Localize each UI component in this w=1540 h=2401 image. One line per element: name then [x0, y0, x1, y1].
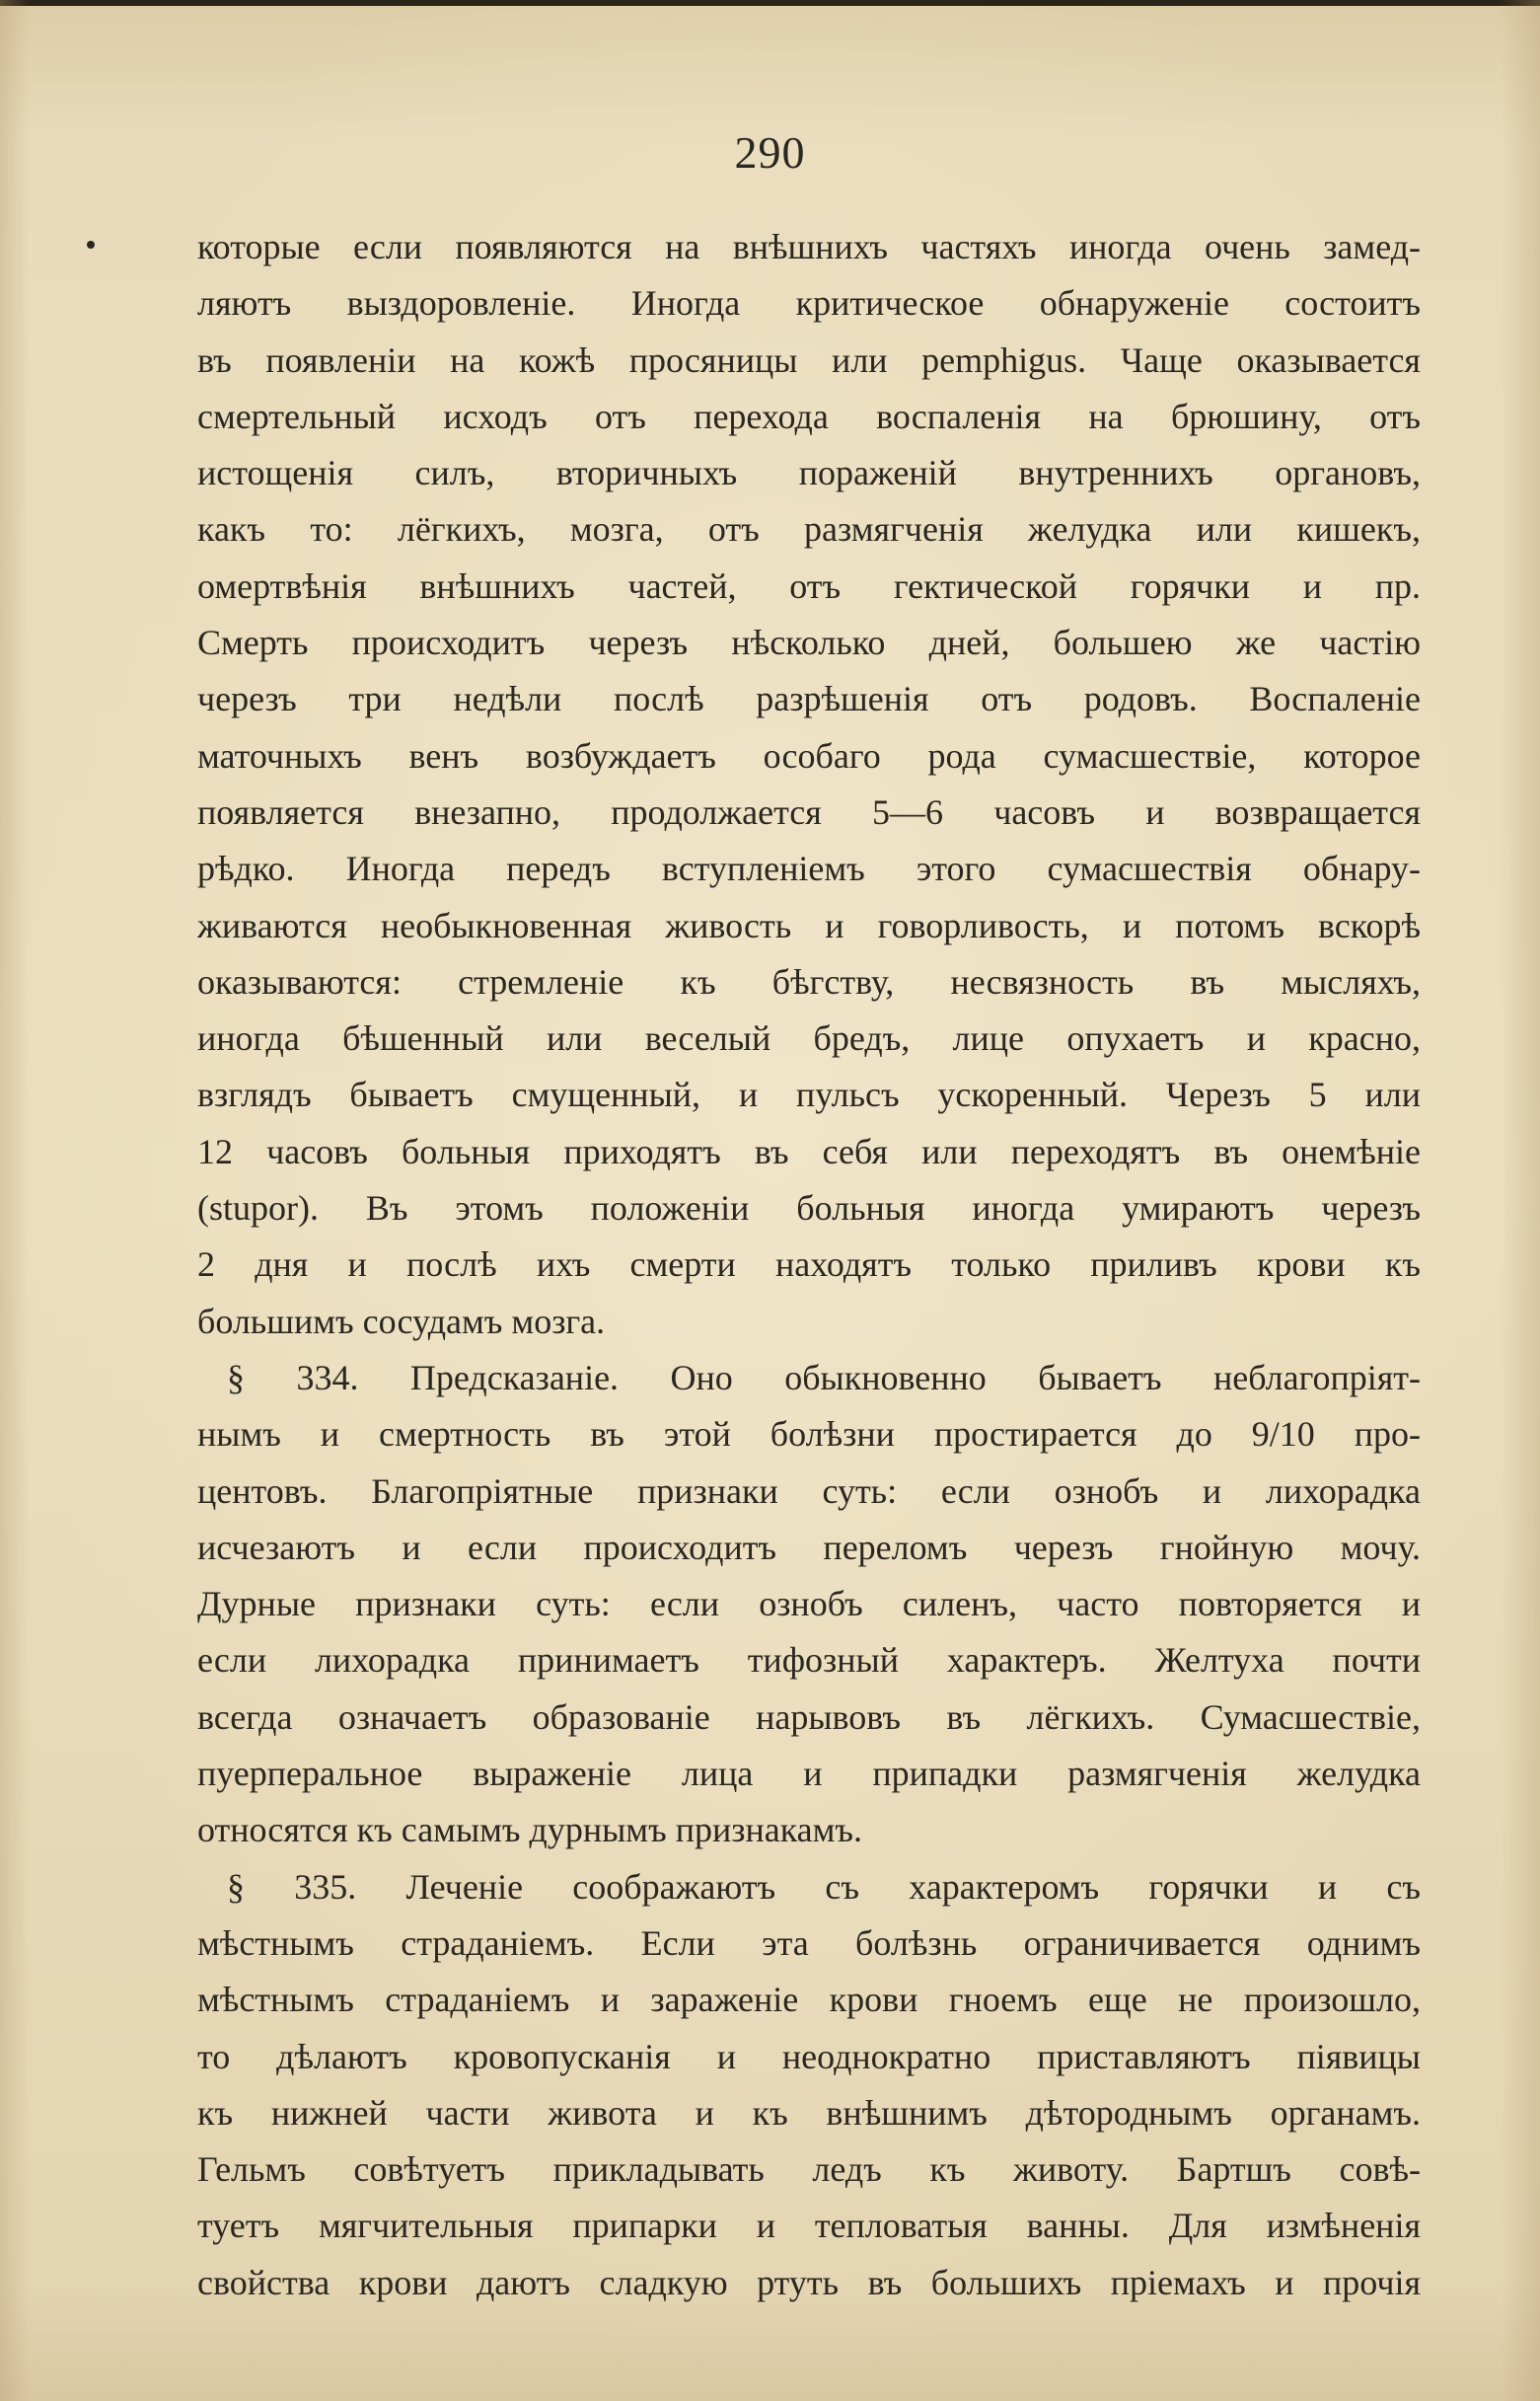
page-right-shadow — [1501, 0, 1540, 2401]
text-line: свойства крови даютъ сладкую ртуть въ большихъ пріемахъ и прочія — [197, 2262, 1421, 2302]
text-line: иногда бѣшенный или веселый бредъ, лице опухаетъ и красно, — [197, 1018, 1421, 1059]
text-line: черезъ три недѣли послѣ разрѣшенія отъ родовъ. Воспаленіе — [197, 679, 1421, 719]
text-line: истощенія силъ, вторичныхъ пораженій внутреннихъ органовъ, — [197, 453, 1421, 493]
text-line: оказываются: стремленіе къ бѣгству, несвязность въ мысляхъ, — [197, 961, 1421, 1002]
text-line: если лихорадка принимаетъ тифозный характеръ. Желтуха почти — [197, 1640, 1421, 1681]
text-line: которые если появляются на внѣшнихъ частяхъ иногда очень замед- — [197, 227, 1421, 266]
text-line: нымъ и смертность въ этой болѣзни простирается до 9/10 про- — [197, 1414, 1421, 1455]
page-number: 290 — [734, 127, 806, 178]
section-335-heading-line: § 335. Леченіе соображаютъ съ характеромъ горячки и съ — [227, 1866, 1421, 1907]
text-line: исчезаютъ и если происходитъ переломъ черезъ гнойную мочу. — [197, 1527, 1421, 1567]
text-line: живаются необыкновенная живость и говорливость, и потомъ вскорѣ — [197, 905, 1421, 945]
text-line: относятся къ самымъ дурнымъ признакамъ. — [197, 1810, 863, 1850]
text-line: Гельмъ совѣтуетъ прикладывать ледъ къ животу. Бартшъ совѣ- — [197, 2149, 1421, 2190]
text-line: Дурные признаки суть: если ознобъ силенъ, часто повторяется и — [197, 1584, 1421, 1624]
text-line: къ нижней части живота и къ внѣшнимъ дѣтороднымъ органамъ. — [197, 2092, 1421, 2133]
text-line: ляютъ выздоровленіе. Иногда критическое обнаруженіе состоитъ — [197, 283, 1421, 324]
text-line: 2 дня и послѣ ихъ смерти находятъ только приливъ крови къ — [197, 1244, 1421, 1285]
text-line: центовъ. Благопріятные признаки суть: если ознобъ и лихорадка — [197, 1470, 1421, 1511]
text-line: 12 часовъ больныя приходятъ въ себя или переходятъ въ онемѣніе — [197, 1131, 1421, 1171]
text-line: рѣдко. Иногда передъ вступленіемъ этого сумасшествія обнару- — [197, 849, 1421, 889]
text-line: взглядъ бываетъ смущенный, и пульсъ ускоренный. Черезъ 5 или — [197, 1075, 1421, 1115]
page-left-shadow — [0, 0, 30, 2401]
text-line: большимъ сосудамъ мозга. — [197, 1301, 606, 1341]
text-line: какъ то: лёгкихъ, мозга, отъ размягченія желудка или кишекъ, — [197, 509, 1421, 550]
text-line: въ появленіи на кожѣ просяницы или pemphigus. Чаще оказывается — [197, 339, 1421, 380]
text-line: Смерть происходитъ черезъ нѣсколько дней, большею же частію — [197, 623, 1421, 663]
text-line: появляется внезапно, продолжается 5—6 часовъ и возвращается — [197, 791, 1421, 832]
text-line: омертвѣнія внѣшнихъ частей, отъ гектической горячки и пр. — [197, 565, 1421, 606]
text-line: мѣстнымъ страданіемъ и зараженіе крови гноемъ еще не произошло, — [197, 1980, 1421, 2020]
text-line: туетъ мягчительныя припарки и тепловатыя ванны. Для измѣненія — [197, 2206, 1421, 2246]
text-line: (stupor). Въ этомъ положеніи больныя иногда умираютъ черезъ — [197, 1188, 1421, 1229]
margin-mark — [87, 241, 95, 249]
text-line: всегда означаетъ образованіе нарывовъ въ лёгкихъ. Сумасшествіе, — [197, 1696, 1421, 1737]
body-text — [197, 219, 1421, 2311]
section-334-heading-line: § 334. Предсказаніе. Оно обыкновенно бываетъ неблагопріят- — [227, 1357, 1421, 1397]
text-line: то дѣлаютъ кровопусканія и неоднократно приставляютъ піявицы — [197, 2036, 1421, 2076]
text-line: пуерперальное выраженіе лица и припадки размягченія желудка — [197, 1754, 1421, 1794]
page-top-edge — [0, 0, 1540, 6]
text-line: смертельный исходъ отъ перехода воспаленія на брюшину, отъ — [197, 396, 1421, 436]
text-line: маточныхъ венъ возбуждаетъ особаго рода сумасшествіе, которое — [197, 735, 1421, 776]
text-line: мѣстнымъ страданіемъ. Если эта болѣзнь ограничивается однимъ — [197, 1922, 1421, 1963]
